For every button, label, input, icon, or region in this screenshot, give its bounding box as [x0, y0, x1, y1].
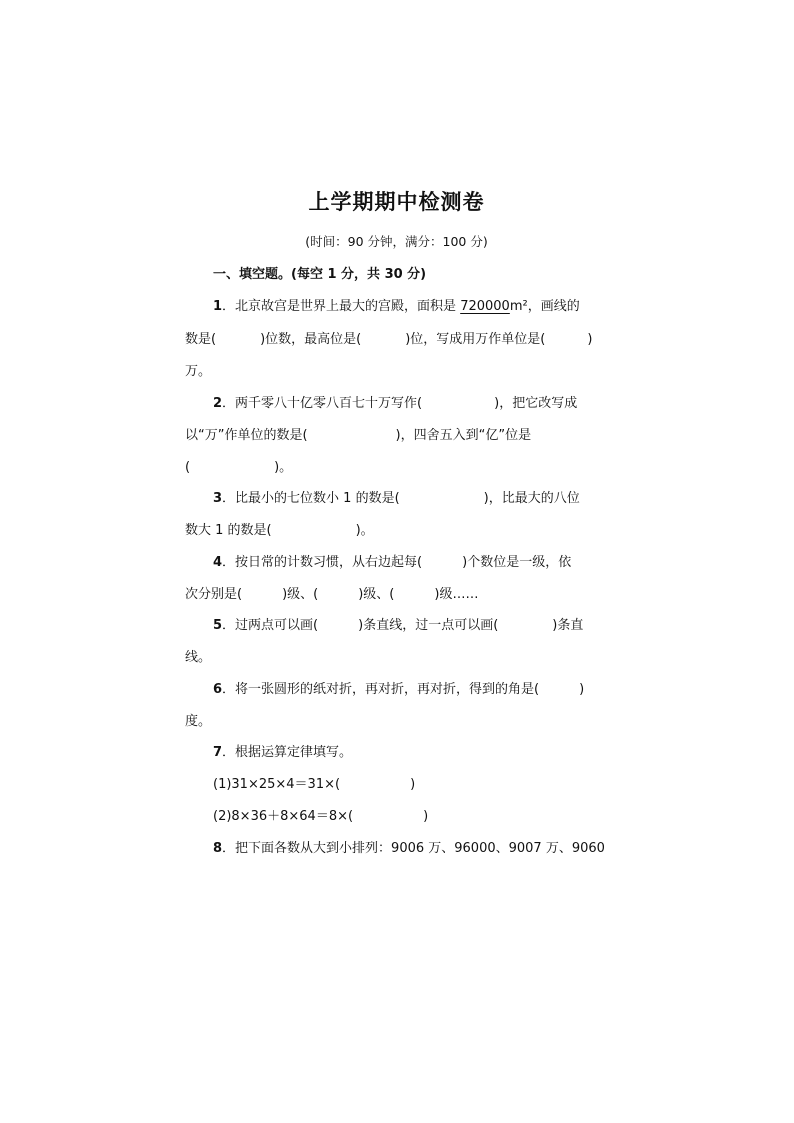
question-2-line-3: ( )。: [185, 460, 293, 475]
question-number: 3: [213, 491, 223, 506]
question-1-line-1: 1．北京故宫是世界上最大的宫殿，面积是 720000m²，画线的: [213, 299, 580, 314]
question-2-line-2: 以“万”作单位的数是( )，四舍五入到“亿”位是: [185, 428, 532, 443]
question-5-line-1: 5．过两点可以画( )条直线，过一点可以画( )条直: [213, 618, 584, 633]
question-7-part-1: (1)31×25×4＝31×( ): [213, 777, 416, 792]
section-heading: 一、填空题。(每空 1 分，共 30 分): [213, 267, 427, 282]
page-title: 上学期期中检测卷: [308, 190, 485, 214]
question-7-line-1: 7．根据运算定律填写。: [213, 745, 353, 760]
question-6-line-2: 度。: [185, 714, 212, 729]
question-5-line-2: 线。: [185, 650, 212, 665]
question-3-line-1: 3．比最小的七位数小 1 的数是( )，比最大的八位: [213, 491, 580, 506]
question-1-line-2: 数是( )位数，最高位是( )位，写成用万作单位是( ): [185, 332, 593, 347]
question-number: 4: [213, 555, 223, 570]
underlined-number: 720000: [460, 299, 510, 314]
page-subtitle: (时间：90 分钟，满分：100 分): [305, 234, 488, 249]
question-number: 7: [213, 745, 223, 760]
question-number: 1: [213, 299, 223, 314]
question-number: 5: [213, 618, 223, 633]
question-3-line-2: 数大 1 的数是( )。: [185, 523, 374, 538]
question-number: 6: [213, 682, 223, 697]
question-4-line-2: 次分别是( )级、( )级、( )级……: [185, 587, 479, 602]
question-8-line-1: 8．把下面各数从大到小排列：9006 万、96000、9007 万、9060: [213, 841, 605, 856]
question-2-line-1: 2．两千零八十亿零八百七十万写作( )，把它改写成: [213, 396, 578, 411]
question-1-line-3: 万。: [185, 364, 212, 379]
question-number: 8: [213, 841, 223, 856]
question-6-line-1: 6．将一张圆形的纸对折，再对折，再对折，得到的角是( ): [213, 682, 585, 697]
question-number: 2: [213, 396, 223, 411]
question-7-part-2: (2)8×36＋8×64＝8×( ): [213, 809, 429, 824]
question-4-line-1: 4．按日常的计数习惯，从右边起每( )个数位是一级，依: [213, 555, 572, 570]
